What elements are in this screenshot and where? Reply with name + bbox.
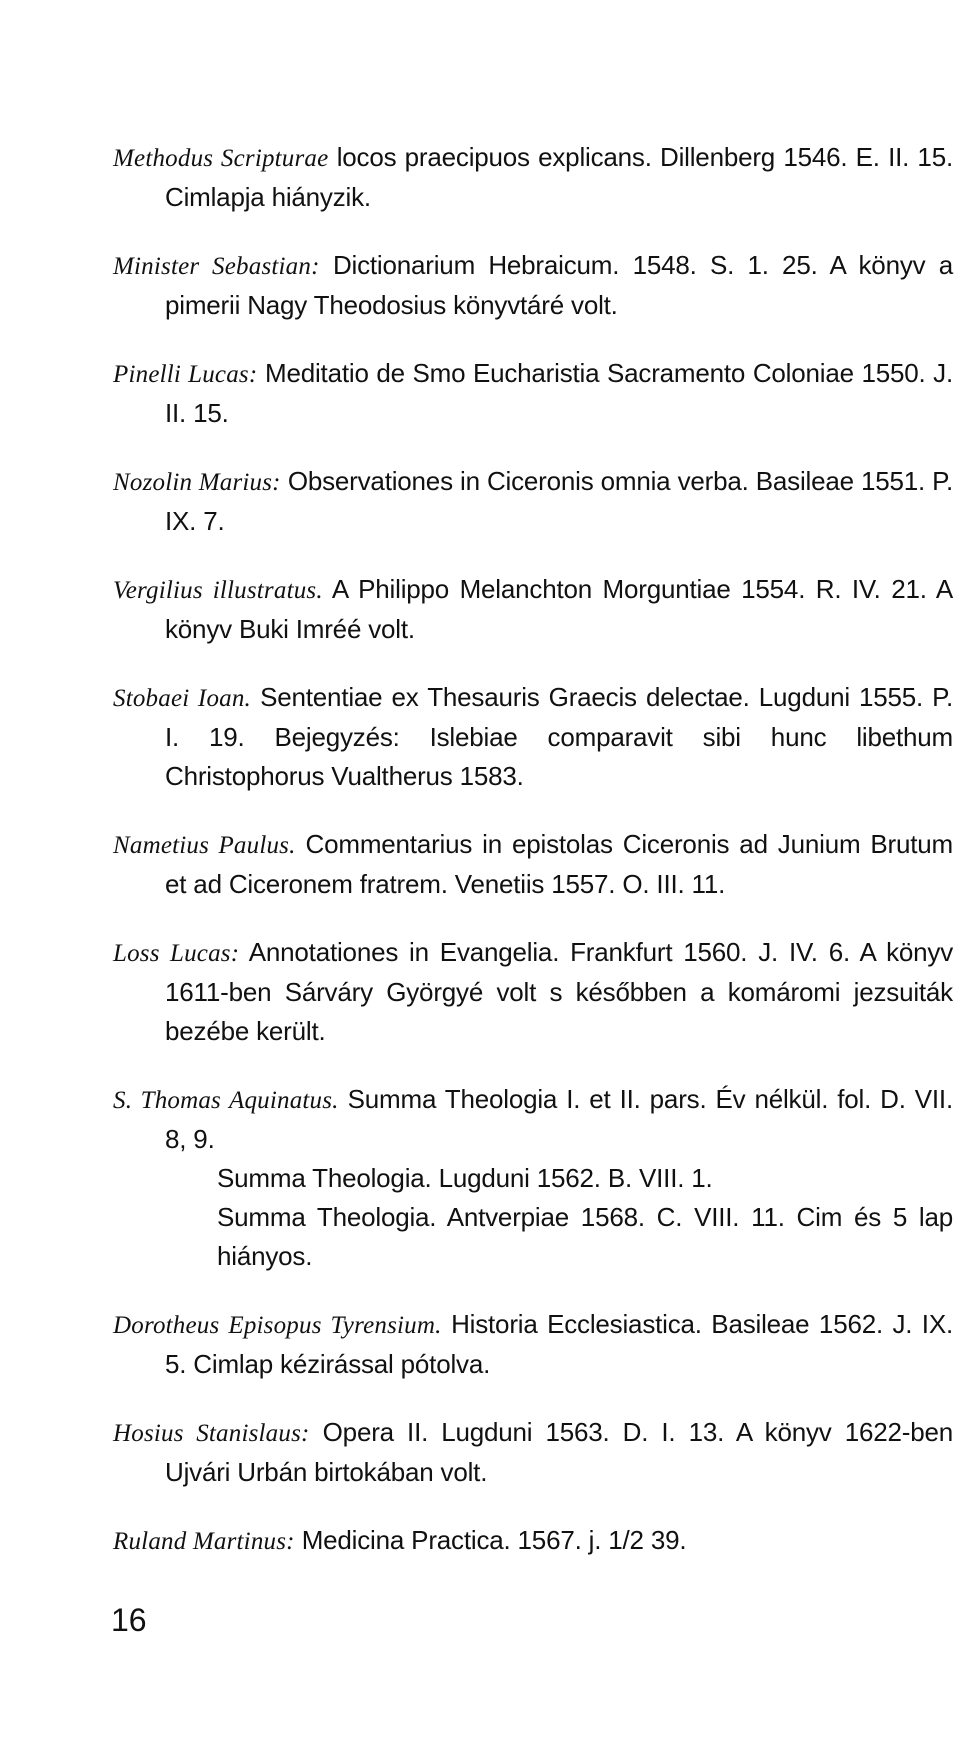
entry-text: Dictionarium Hebraicum. 1548. S. 1. 25. A könyv a pimerii Nagy Theodosius könyvtáré volt.	[165, 250, 954, 320]
bibliography-entry	[113, 462, 953, 541]
entry-author: Vergilius illustratus.	[113, 577, 323, 604]
entry-author: Nozolin Marius:	[113, 469, 281, 496]
entry-text: Opera II. Lugduni 1563. D. I. 13. A könyv 1622-ben Ujvári Urbán birtokában volt.	[165, 1417, 953, 1487]
bibliography-entry	[113, 1521, 953, 1561]
entry-text: Historia Ecclesiastica. Basileae 1562. J. IX. 5. Cimlap kézirással pótolva.	[165, 1309, 953, 1379]
bibliography-list	[113, 138, 953, 1590]
entry-author: Methodus Scripturae	[113, 145, 329, 172]
entry-author: Ruland Martinus:	[113, 1528, 295, 1555]
bibliography-entry	[113, 1305, 953, 1384]
entry-text: Sententiae ex Thesauris Graecis delectae. Lugduni 1555. P. I. 19. Bejegyzés: Islebiae comparavit sibi hunc libethum Christophorus Vualtherus 1583.	[165, 682, 953, 791]
bibliography-entry	[113, 933, 953, 1051]
entry-text: A Philippo Melanchton Morguntiae 1554. R. IV. 21. A könyv Buki Imréé volt.	[165, 574, 953, 644]
bibliography-entry	[113, 1080, 953, 1276]
entry-author: S. Thomas Aquinatus.	[113, 1087, 339, 1114]
entry-subitem: Summa Theologia. Antverpiae 1568. C. VIII. 11. Cim és 5 lap hiányos.	[217, 1202, 953, 1271]
entry-author: Loss Lucas:	[113, 940, 240, 967]
entry-subitem: Summa Theologia. Lugduni 1562. B. VIII. 1.	[217, 1163, 713, 1193]
entry-text: Commentarius in epistolas Ciceronis ad Junium Brutum et ad Ciceronem fratrem. Venetiis 1557. O. III. 11.	[165, 829, 953, 899]
entry-text: Observationes in Ciceronis omnia verba. Basileae 1551. P. IX. 7.	[165, 466, 953, 536]
entry-author: Hosius Stanislaus:	[113, 1420, 310, 1447]
entry-text: locos praecipuos explicans. Dillenberg 1546. E. II. 15. Cimlapja hiányzik.	[165, 142, 953, 212]
entry-text: Annotationes in Evangelia. Frankfurt 1560. J. IV. 6. A könyv 1611-ben Sárváry Györgyé volt s későbben a komáromi jezsuiták bezébe került.	[165, 937, 953, 1046]
bibliography-entry	[113, 138, 953, 217]
bibliography-entry	[113, 354, 953, 433]
bibliography-entry	[113, 570, 953, 649]
bibliography-entry	[113, 678, 953, 796]
entry-author: Nametius Paulus.	[113, 832, 296, 859]
entry-author: Pinelli Lucas:	[113, 361, 258, 388]
entry-text: Summa Theologia I. et II. pars. Év nélkül. fol. D. VII. 8, 9.	[165, 1084, 953, 1154]
bibliography-entry	[113, 246, 953, 325]
entry-text: Meditatio de Smo Eucharistia Sacramento Coloniae 1550. J. II. 15.	[165, 358, 953, 428]
entry-author: Dorotheus Episopus Tyrensium.	[113, 1312, 442, 1339]
entry-author: Stobaei Ioan.	[113, 685, 251, 712]
bibliography-entry	[113, 1413, 953, 1492]
entry-text: Medicina Practica. 1567. j. 1/2 39.	[301, 1525, 687, 1555]
bibliography-entry	[113, 825, 953, 904]
entry-author: Minister Sebastian:	[113, 253, 320, 280]
page-number: 16	[111, 1602, 147, 1638]
